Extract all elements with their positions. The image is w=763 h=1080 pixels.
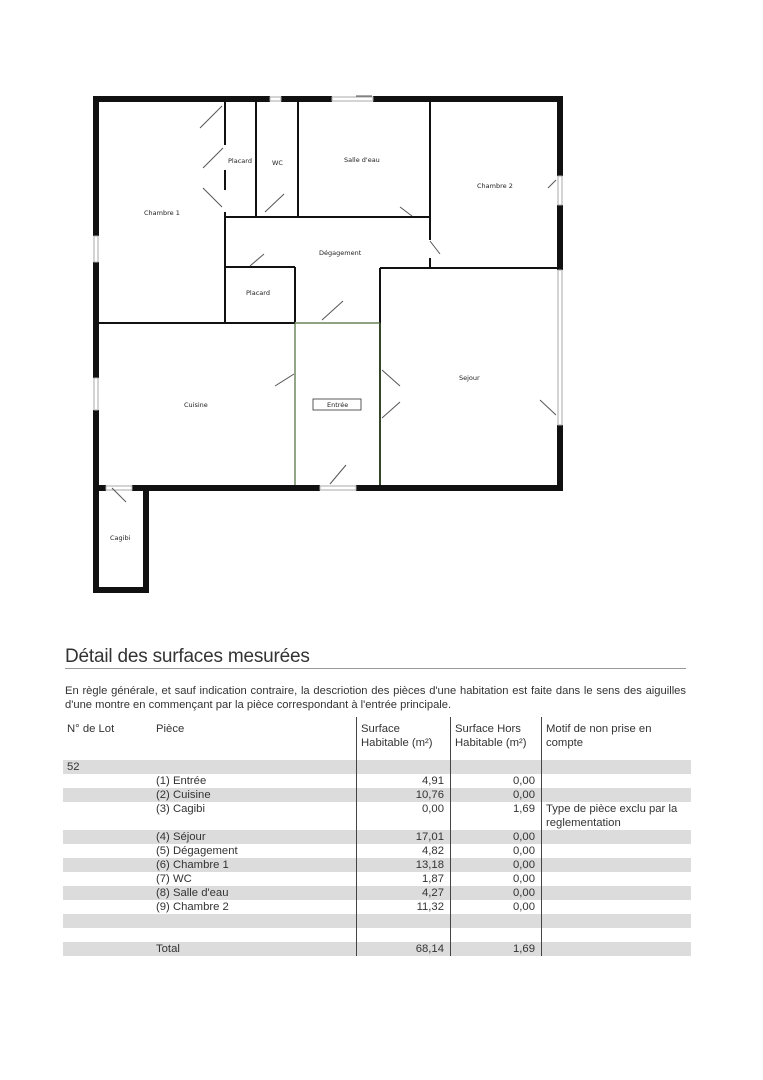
cell-motif — [542, 886, 692, 900]
room-label-cagibi: Cagibi — [110, 534, 131, 542]
exterior-walls — [93, 96, 563, 593]
header-piece: Pièce — [152, 717, 357, 760]
table-row — [63, 872, 691, 886]
door-swings — [112, 96, 556, 502]
cell-hab: 4,82 — [357, 844, 451, 858]
cell-hors: 0,00 — [451, 774, 542, 788]
cell-piece: (2) Cuisine — [152, 788, 357, 802]
table-row — [63, 774, 691, 788]
table-row-spacer — [63, 928, 691, 942]
table-row — [63, 886, 691, 900]
cell-piece: (8) Salle d'eau — [152, 886, 357, 900]
room-label-wc: WC — [272, 159, 283, 167]
cell-hors: 0,00 — [451, 900, 542, 914]
room-label-chambre-1: Chambre 1 — [144, 209, 180, 217]
cell-motif — [542, 872, 692, 886]
cell-motif: Type de pièce exclu par la reglementation — [546, 803, 678, 829]
cell-motif — [542, 858, 692, 872]
cell-hors: 0,00 — [451, 886, 542, 900]
cell-hors: 0,00 — [451, 830, 542, 844]
table-row-empty — [63, 914, 691, 928]
cell-motif — [542, 830, 692, 844]
room-label-sejour: Sejour — [459, 374, 480, 382]
cell-hab: 1,87 — [357, 872, 451, 886]
room-label-entree: Entrée — [327, 401, 349, 409]
room-label-degagement: Dégagement — [319, 249, 362, 257]
table-row-total — [63, 942, 691, 956]
cell-piece: (1) Entrée — [152, 774, 357, 788]
cell-piece: (7) WC — [152, 872, 357, 886]
cell-hab: 0,00 — [357, 802, 451, 830]
cell-hors: 1,69 — [451, 802, 542, 830]
room-label-chambre-2: Chambre 2 — [477, 182, 513, 190]
header-surface-habitable: Surface Habitable (m²) — [357, 717, 451, 760]
total-hors: 1,69 — [451, 942, 542, 956]
cell-motif — [542, 844, 692, 858]
section-intro: En règle générale, et sauf indication contraire, la descriotion des pièces d'une habitation est faite dans le sens des aiguilles d'une montre en commençant par la pièce correspondant à l'entrée principale. — [65, 685, 686, 711]
table-row — [63, 844, 691, 858]
cell-piece: (9) Chambre 2 — [152, 900, 357, 914]
cell-motif — [542, 774, 692, 788]
section-title: Détail des surfaces mesurées — [65, 646, 310, 667]
header-motif: Motif de non prise en compte — [546, 723, 652, 749]
table-row — [63, 802, 691, 830]
cell-hab: 13,18 — [357, 858, 451, 872]
room-label-placard-top: Placard — [228, 157, 252, 165]
cell-hab: 10,76 — [357, 788, 451, 802]
cell-piece: (3) Cagibi — [152, 802, 357, 830]
table-row — [63, 788, 691, 802]
header-lot: N° de Lot — [67, 723, 115, 735]
cell-hab: 4,91 — [357, 774, 451, 788]
cell-hab: 17,01 — [357, 830, 451, 844]
room-label-cuisine: Cuisine — [184, 401, 208, 409]
table-header-row — [63, 717, 691, 760]
cell-piece: (6) Chambre 1 — [152, 858, 357, 872]
room-label-salle-eau: Salle d'eau — [344, 156, 380, 164]
table-row — [63, 830, 691, 844]
table-row — [63, 858, 691, 872]
cell-hors: 0,00 — [451, 872, 542, 886]
cell-piece: (5) Dégagement — [152, 844, 357, 858]
table-row-lot — [63, 760, 691, 774]
cell-hors: 0,00 — [451, 858, 542, 872]
total-hab: 68,14 — [357, 942, 451, 956]
lot-number: 52 — [63, 760, 152, 774]
cell-motif — [542, 788, 692, 802]
cell-piece: (4) Séjour — [152, 830, 357, 844]
section-divider — [65, 668, 686, 669]
windows — [94, 97, 562, 490]
total-label: Total — [152, 942, 357, 956]
cell-motif — [542, 900, 692, 914]
cell-hors: 0,00 — [451, 844, 542, 858]
header-surface-hors: Surface Hors Habitable (m²) — [451, 717, 542, 760]
cell-hab: 4,27 — [357, 886, 451, 900]
room-label-placard-mid: Placard — [246, 289, 270, 297]
cell-hors: 0,00 — [451, 788, 542, 802]
interior-walls — [99, 102, 557, 485]
surfaces-table — [63, 717, 691, 956]
cell-hab: 11,32 — [357, 900, 451, 914]
table-row — [63, 900, 691, 914]
